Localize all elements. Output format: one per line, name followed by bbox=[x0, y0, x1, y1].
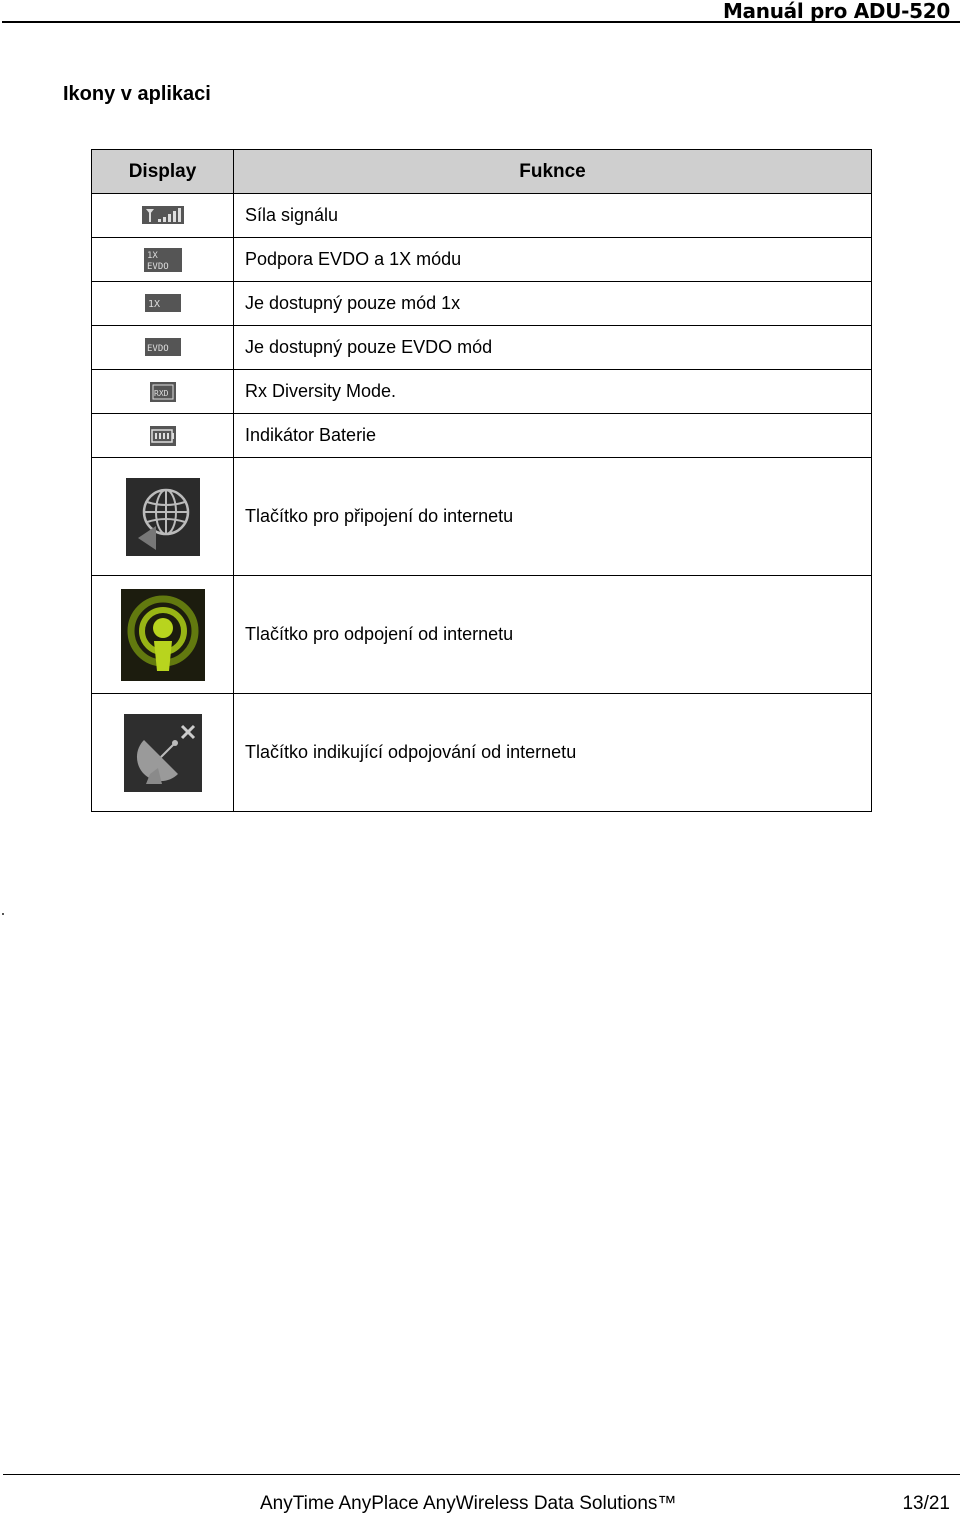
column-header-display: Display bbox=[92, 150, 234, 194]
row-description: Tlačítko pro připojení do internetu bbox=[234, 458, 872, 576]
row-description: Tlačítko indikující odpojování od internetu bbox=[234, 694, 872, 812]
document-header-title: Manuál pro ADU-520 bbox=[722, 0, 950, 23]
table-row bbox=[92, 238, 872, 282]
row-description: Je dostupný pouze EVDO mód bbox=[234, 326, 872, 370]
table-row bbox=[92, 194, 872, 238]
table-row bbox=[92, 576, 872, 694]
table-row bbox=[92, 694, 872, 812]
row-description: Indikátor Baterie bbox=[234, 414, 872, 458]
mode-evdo-icon bbox=[145, 338, 181, 356]
row-description: Je dostupný pouze mód 1x bbox=[234, 282, 872, 326]
rxd-icon-label: RXD bbox=[153, 388, 168, 398]
table-row bbox=[92, 458, 872, 576]
row-description: Tlačítko pro odpojení od internetu bbox=[234, 576, 872, 694]
table-row bbox=[92, 370, 872, 414]
row-description: Rx Diversity Mode. bbox=[234, 370, 872, 414]
globe-connect-icon bbox=[126, 478, 200, 556]
section-title: Ikony v aplikaci bbox=[63, 83, 211, 105]
icons-table bbox=[91, 149, 872, 812]
table-row bbox=[92, 282, 872, 326]
evdo-1x-icon bbox=[144, 248, 182, 272]
mode-1x-icon-label: 1X bbox=[147, 299, 160, 311]
page-number: 13/21 bbox=[902, 1493, 950, 1514]
table-row bbox=[92, 326, 872, 370]
rxd-icon bbox=[150, 382, 176, 402]
stray-dot bbox=[2, 913, 4, 915]
row-description: Podpora EVDO a 1X módu bbox=[234, 238, 872, 282]
broadcast-disconnect-icon bbox=[121, 589, 205, 681]
satellite-disconnecting-icon bbox=[124, 714, 202, 792]
battery-icon bbox=[150, 426, 176, 446]
footer-divider bbox=[3, 1474, 960, 1475]
signal-strength-icon bbox=[142, 206, 184, 224]
row-description: Síla signálu bbox=[234, 194, 872, 238]
footer-tagline: AnyTime AnyPlace AnyWireless Data Solutions™ bbox=[260, 1493, 677, 1514]
mode-evdo-icon-label: EVDO bbox=[146, 344, 169, 355]
header-divider bbox=[2, 21, 960, 23]
evdo-1x-icon-top-label: 1X bbox=[146, 250, 158, 261]
evdo-1x-icon-bottom-label: EVDO bbox=[146, 261, 169, 272]
mode-1x-icon bbox=[145, 294, 181, 312]
table-row bbox=[92, 414, 872, 458]
column-header-function: Fuknce bbox=[234, 150, 872, 194]
